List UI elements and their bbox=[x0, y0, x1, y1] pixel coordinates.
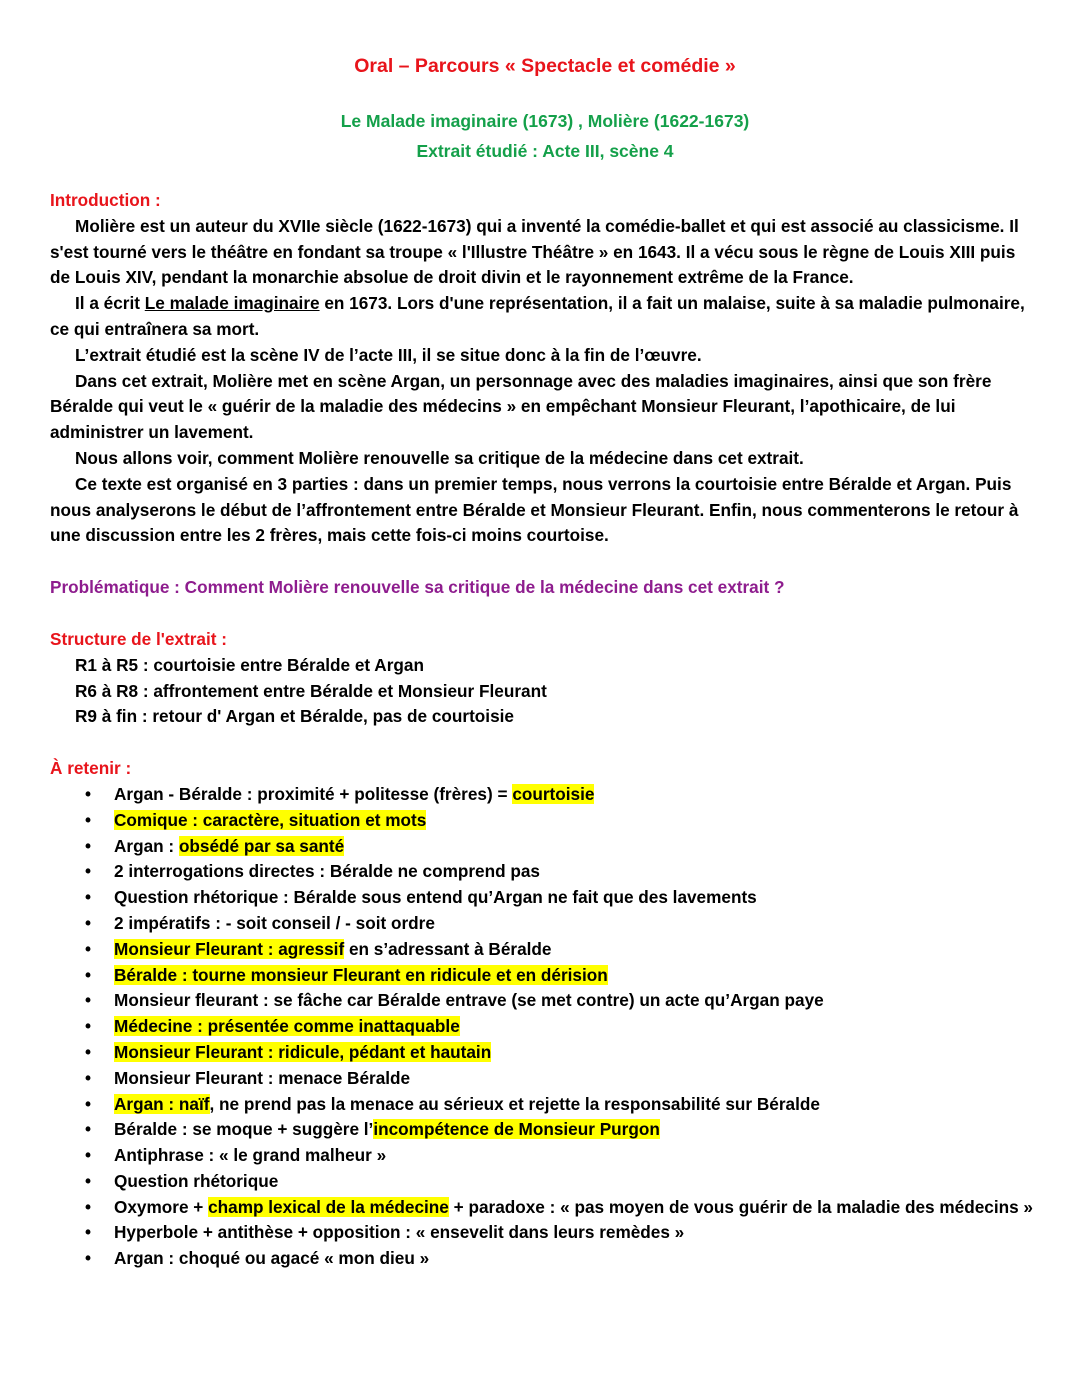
item-text: + paradoxe : « pas moyen de vous guérir de la maladie des médecins » bbox=[448, 1196, 1033, 1217]
intro-paragraph-plan: Ce texte est organisé en 3 parties : dans un premier temps, nous verrons la courtoisie entre Béralde et Argan. Puis nous analyserons le début de l’affrontement entre Béralde et Monsieur Fleurant. Enfin, nous commenterons le retour à une discussion entre les 2 frères, mais cette fois-ci moins courtoise. bbox=[50, 473, 1019, 546]
item-text: Hyperbole + antithèse + opposition : « ensevelit dans leurs remèdes » bbox=[114, 1222, 685, 1243]
highlighted-text: Médecine : présentée comme inattaquable bbox=[114, 1016, 460, 1037]
item-text: en s’adressant à Béralde bbox=[344, 938, 552, 959]
structure-item: R1 à R5 : courtoisie entre Béralde et Argan bbox=[75, 654, 424, 675]
item-text: 2 impératifs : - soit conseil / - soit ordre bbox=[114, 912, 435, 933]
highlighted-text: Monsieur Fleurant : agressif bbox=[114, 938, 345, 959]
highlighted-text: obsédé par sa santé bbox=[178, 835, 345, 856]
work-title: Le Malade imaginaire (1673) , Molière (1622-1673) bbox=[340, 111, 750, 131]
retenir-item bbox=[85, 885, 1040, 911]
item-text: Antiphrase : « le grand malheur » bbox=[114, 1145, 387, 1166]
intro-work-end: en 1673. Lors d'une représentation, il a fait un malaise, suite à sa maladie pulmonaire, ce qui entraînera sa mort. bbox=[50, 293, 1025, 339]
page-title: Oral – Parcours « Spectacle et comédie » bbox=[354, 55, 736, 77]
highlighted-text: champ lexical de la médecine bbox=[208, 1196, 449, 1217]
retenir-list bbox=[50, 782, 1040, 1272]
retenir-item bbox=[85, 834, 1040, 860]
retenir-item bbox=[85, 1220, 1040, 1246]
item-text: Argan : bbox=[114, 835, 179, 856]
structure-item: R9 à fin : retour d' Argan et Béralde, pas de courtoisie bbox=[75, 706, 514, 727]
item-text: Argan : choqué ou agacé « mon dieu » bbox=[114, 1248, 430, 1269]
intro-work-title: Le malade imaginaire bbox=[144, 293, 320, 314]
retenir-item bbox=[85, 1066, 1040, 1092]
item-text: Oxymore + bbox=[114, 1196, 209, 1217]
item-text: Argan - Béralde : proximité + politesse (frères) = bbox=[114, 783, 513, 804]
highlighted-text: Béralde : tourne monsieur Fleurant en ridicule et en dérision bbox=[114, 964, 608, 985]
item-text: , ne prend pas la menace au sérieux et rejette la responsabilité sur Béralde bbox=[209, 1093, 820, 1114]
retenir-item bbox=[85, 859, 1040, 885]
retenir-item bbox=[85, 988, 1040, 1014]
retenir-item bbox=[85, 937, 1040, 963]
item-text: Béralde : se moque + suggère l’ bbox=[114, 1119, 374, 1140]
item-text: Monsieur fleurant : se fâche car Béralde entrave (se met contre) un acte qu’Argan paye bbox=[114, 990, 824, 1011]
item-text: Question rhétorique : Béralde sous entend qu’Argan ne fait que des lavements bbox=[114, 887, 757, 908]
highlighted-text: Monsieur Fleurant : ridicule, pédant et hautain bbox=[114, 1041, 492, 1062]
intro-work-start: Il a écrit bbox=[75, 293, 145, 314]
retenir-item bbox=[85, 1195, 1040, 1221]
retenir-item bbox=[85, 1117, 1040, 1143]
item-text: Monsieur Fleurant : menace Béralde bbox=[114, 1067, 411, 1088]
retenir-item bbox=[85, 1040, 1040, 1066]
retenir-item bbox=[85, 1246, 1040, 1272]
structure-heading: Structure de l'extrait : bbox=[50, 628, 227, 649]
item-text: 2 interrogations directes : Béralde ne comprend pas bbox=[114, 861, 540, 882]
extract-reference: Extrait étudié : Acte III, scène 4 bbox=[416, 141, 674, 161]
problematique: Problématique : Comment Molière renouvelle sa critique de la médecine dans cet extrait ? bbox=[50, 577, 785, 598]
highlighted-text: Comique : caractère, situation et mots bbox=[114, 809, 427, 830]
intro-paragraph-situation: L’extrait étudié est la scène IV de l’acte III, il se situe donc à la fin de l’œuvre. bbox=[75, 344, 702, 365]
intro-paragraph-aim: Nous allons voir, comment Molière renouvelle sa critique de la médecine dans cet extrait. bbox=[75, 447, 804, 468]
retenir-heading: À retenir : bbox=[50, 758, 132, 779]
highlighted-text: incompétence de Monsieur Purgon bbox=[373, 1119, 660, 1140]
retenir-item bbox=[85, 1169, 1040, 1195]
intro-paragraph-summary: Dans cet extrait, Molière met en scène Argan, un personnage avec des maladies imaginaires, ainsi que son frère Béralde qui veut le « guérir de la maladie des médecins » en empêchant Monsieur Fleurant, l’apothicaire, de lui administrer un lavement. bbox=[50, 370, 992, 443]
retenir-item bbox=[85, 1014, 1040, 1040]
intro-paragraph-work bbox=[50, 291, 1040, 343]
structure-item: R6 à R8 : affrontement entre Béralde et Monsieur Fleurant bbox=[75, 680, 547, 701]
retenir-item bbox=[85, 782, 1040, 808]
retenir-item bbox=[85, 808, 1040, 834]
retenir-item bbox=[85, 1092, 1040, 1118]
introduction-heading: Introduction : bbox=[50, 190, 161, 210]
highlighted-text: courtoisie bbox=[512, 783, 595, 804]
retenir-item bbox=[85, 1143, 1040, 1169]
retenir-item bbox=[85, 963, 1040, 989]
intro-paragraph-author: Molière est un auteur du XVIIe siècle (1622-1673) qui a inventé la comédie-ballet et qui est associé au classicisme. Il s'est tourné vers le théâtre en fondant sa troupe « l'Illustre Théâtre » en 1643. Il a vécu sous le règne de Louis XIII puis de Louis XIV, pendant la monarchie absolue de droit divin et le rayonnement extrême de la France. bbox=[50, 215, 1019, 288]
item-text: Question rhétorique bbox=[114, 1170, 279, 1191]
highlighted-text: Argan : naïf bbox=[114, 1093, 210, 1114]
retenir-item bbox=[85, 911, 1040, 937]
